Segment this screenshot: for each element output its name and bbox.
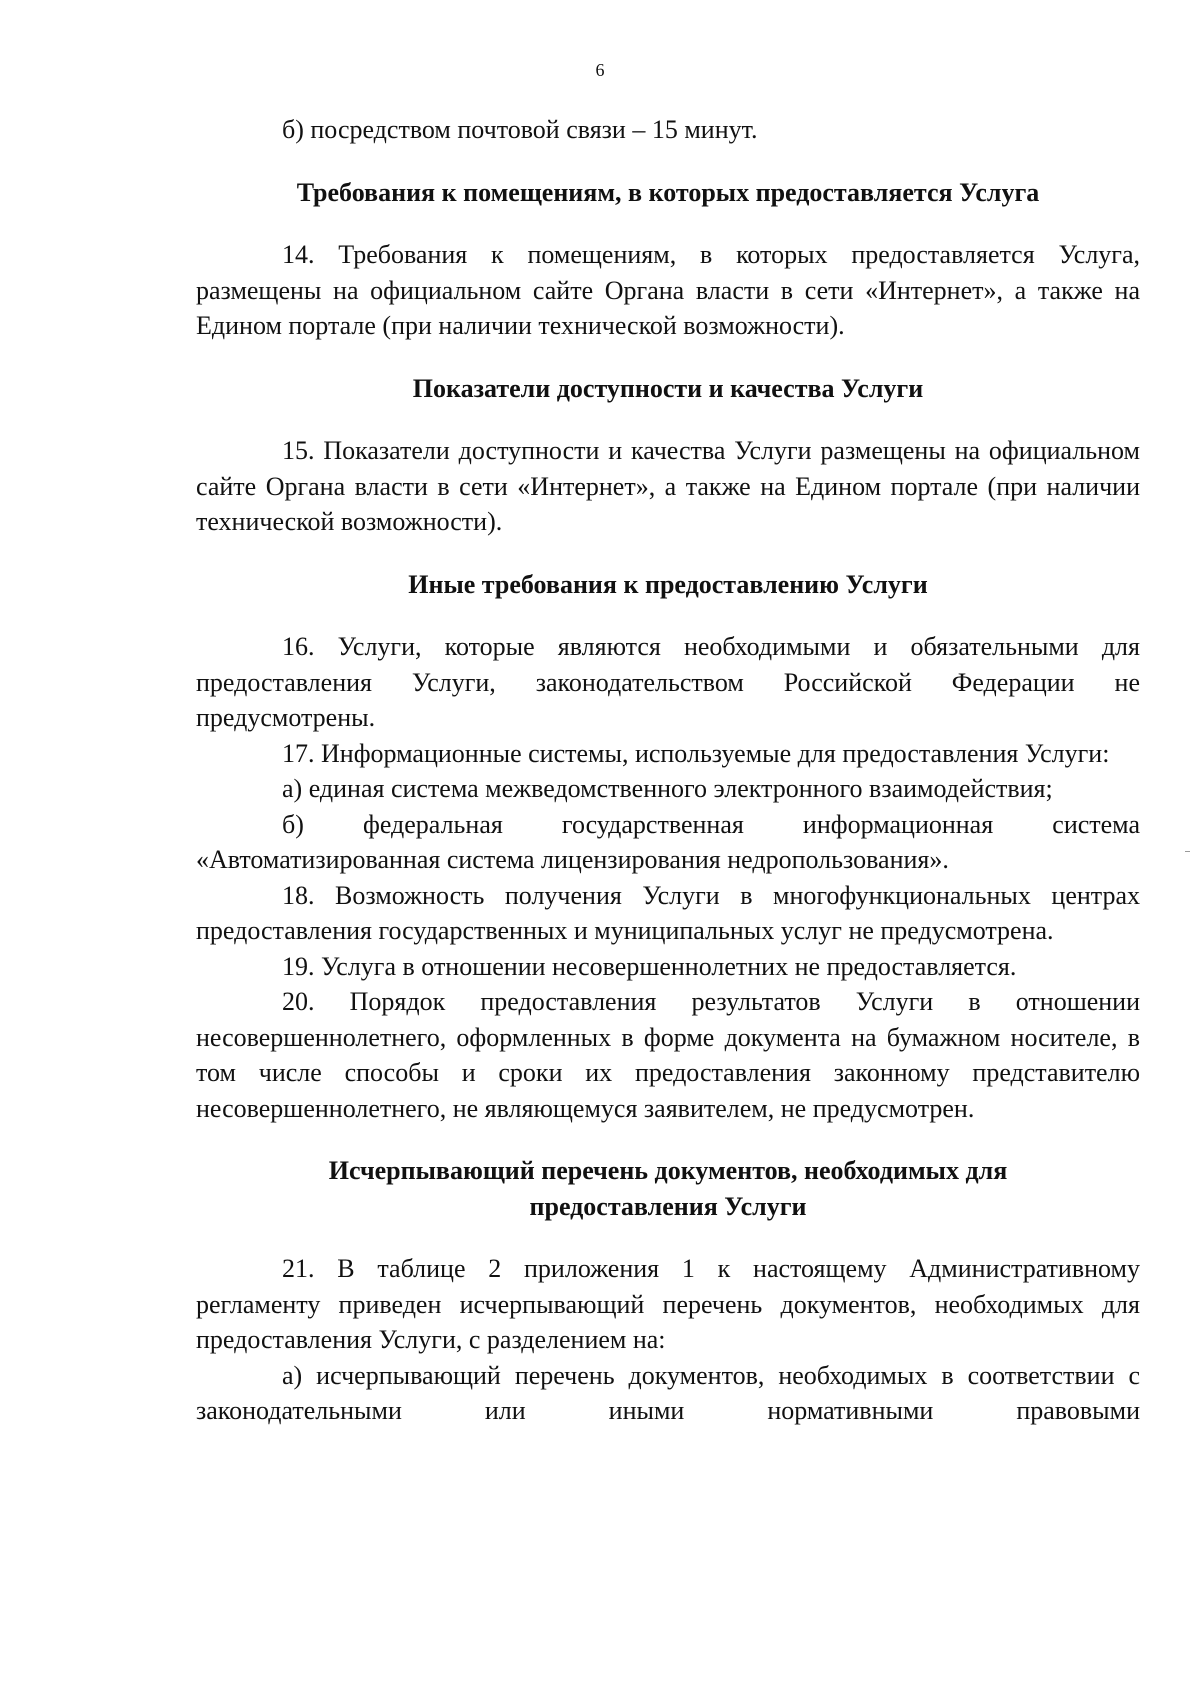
paragraph-18: 18. Возможность получения Услуги в многофункциональных центрах предоставления государственных и муниципальных услуг не предусмотрена. bbox=[196, 880, 1140, 945]
page-number: 6 bbox=[595, 60, 605, 80]
paragraph-16: 16. Услуги, которые являются необходимыми и обязательными для предоставления Услуги, законодательством Российской Федерации не предусмотрены. bbox=[196, 632, 1140, 732]
paragraph-15: 15. Показатели доступности и качества Услуги размещены на официальном сайте Органа власти в сети «Интернет», а также на Едином портале (при наличии технической возможности). bbox=[196, 436, 1140, 536]
heading-documents-line-2: предоставления Услуги bbox=[529, 1191, 807, 1221]
paragraph-17: 17. Информационные системы, используемые для предоставления Услуги: bbox=[282, 738, 1110, 768]
heading-premises: Требования к помещениям, в которых предоставляется Услуга bbox=[296, 177, 1040, 207]
paragraph-19: 19. Услуга в отношении несовершеннолетних не предоставляется. bbox=[282, 951, 1017, 981]
paragraph-21: 21. В таблице 2 приложения 1 к настоящему Административному регламенту приведен исчерпывающий перечень документов, необходимых для предоставления Услуги, с разделением на: bbox=[196, 1254, 1140, 1354]
paragraph-17a: а) единая система межведомственного электронного взаимодействия; bbox=[282, 774, 1053, 803]
heading-documents-line-1: Исчерпывающий перечень документов, необходимых для bbox=[328, 1156, 1008, 1185]
paragraph-20: 20. Порядок предоставления результатов Услуги в отношении несовершеннолетнего, оформленных в форме документа на бумажном носителе, в том числе способы и сроки их предоставления законному представителю несовершеннолетнего, не являющемуся заявителем, не предусмотрен. bbox=[196, 987, 1140, 1123]
scan-margin-mark bbox=[1185, 851, 1190, 852]
paragraph-17b: б) федеральная государственная информационная система «Автоматизированная система лицензирования недропользования». bbox=[196, 809, 1140, 874]
heading-quality: Показатели доступности и качества Услуги bbox=[412, 373, 924, 403]
paragraph-21a: а) исчерпывающий перечень документов, необходимых в соответствии с законодательными или иными нормативными правовыми bbox=[196, 1360, 1140, 1425]
heading-other-requirements: Иные требования к предоставлению Услуги bbox=[408, 569, 928, 599]
paragraph-14: 14. Требования к помещениям, в которых предоставляется Услуга, размещены на официальном сайте Органа власти в сети «Интернет», а также на Едином портале (при наличии технической возможности). bbox=[196, 240, 1140, 340]
paragraph-13b: б) посредством почтовой связи – 15 минут. bbox=[282, 115, 758, 144]
document-body bbox=[196, 112, 1140, 1429]
